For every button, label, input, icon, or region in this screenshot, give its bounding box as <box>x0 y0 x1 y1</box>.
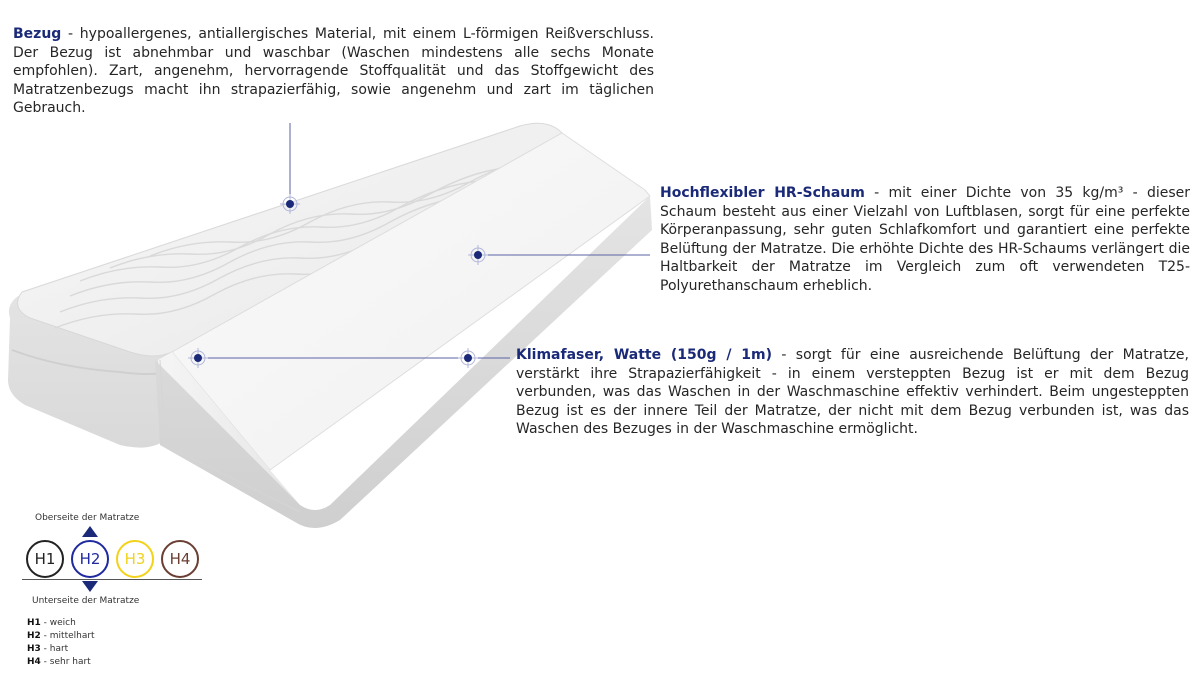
hr-schaum-title: Hochflexibler HR-Schaum <box>660 185 865 201</box>
key-item: H3 - hart <box>27 644 69 654</box>
hardness-h1-label: H1 <box>34 550 56 568</box>
hardness-h3-circle <box>116 540 154 578</box>
legend-bottom-label: Unterseite der Matratze <box>32 596 140 606</box>
bezug-target-icon <box>280 194 300 214</box>
triangle-up-icon <box>82 526 98 537</box>
hardness-h4-label: H4 <box>169 550 191 568</box>
klima-target-left-icon <box>188 348 208 368</box>
hardness-key <box>27 617 95 669</box>
bezug-description <box>13 25 654 118</box>
key-item: H2 - mittelhart <box>27 631 95 641</box>
mattress-illustration <box>0 110 660 530</box>
triangle-down-icon <box>82 581 98 592</box>
bezug-text: - hypoallergenes, antiallergisches Material, mit einem L-förmigen Reißverschluss. Der Bezug ist abnehmbar und waschbar (Waschen mindestens alle sechs Monate empfohlen). Zart, angenehm, hervorragende Stoffqualität und das Stoffgewicht des Matratzenbezugs macht ihn strapazierfähig, sowie angenehm und zart im täglichen Gebrauch. <box>13 26 654 116</box>
klimafaser-description <box>516 346 1189 439</box>
key-item: H4 - sehr hart <box>27 657 91 667</box>
hardness-h2-circle <box>71 540 109 578</box>
key-item: H1 - weich <box>27 618 76 628</box>
hr-schaum-text: - mit einer Dichte von 35 kg/m³ - dieser Schaum besteht aus einer Vielzahl von Luftblasen, sorgt für eine perfekte Körperanpassung, sehr guten Schlafkomfort und garantiert eine perfekte Belüftung der Matratze. Die erhöhte Dichte des HR-Schaums verlängert die Haltbarkeit der Matratze im Vergleich zum oft verwendeten T25-Polyurethanschaum erheblich. <box>660 185 1190 294</box>
legend-divider <box>22 579 202 580</box>
klimafaser-text: - sorgt für eine ausreichende Belüftung der Matratze, verstärkt ihre Strapazierfähigkeit - in einem versteppten Bezug ist er mit dem Bezug verbunden, was das Waschen in der Waschmaschine effektiv verhindert. Beim ungesteppten Bezug ist es der innere Teil der Matratze, der nicht mit dem Bezug verbunden ist, was das Waschen des Bezuges in der Waschmaschine ermöglicht. <box>516 347 1189 437</box>
klimafaser-title: Klimafaser, Watte (150g / 1m) <box>516 347 772 363</box>
hardness-h1-circle <box>26 540 64 578</box>
klima-target-right-icon <box>458 348 478 368</box>
bezug-title: Bezug <box>13 26 62 42</box>
hardness-h2-label: H2 <box>79 550 101 568</box>
hr-target-icon <box>468 245 488 265</box>
legend-top-label: Oberseite der Matratze <box>35 513 140 523</box>
hardness-h4-circle <box>161 540 199 578</box>
hr-schaum-description <box>660 184 1190 295</box>
hardness-h3-label: H3 <box>124 550 146 568</box>
